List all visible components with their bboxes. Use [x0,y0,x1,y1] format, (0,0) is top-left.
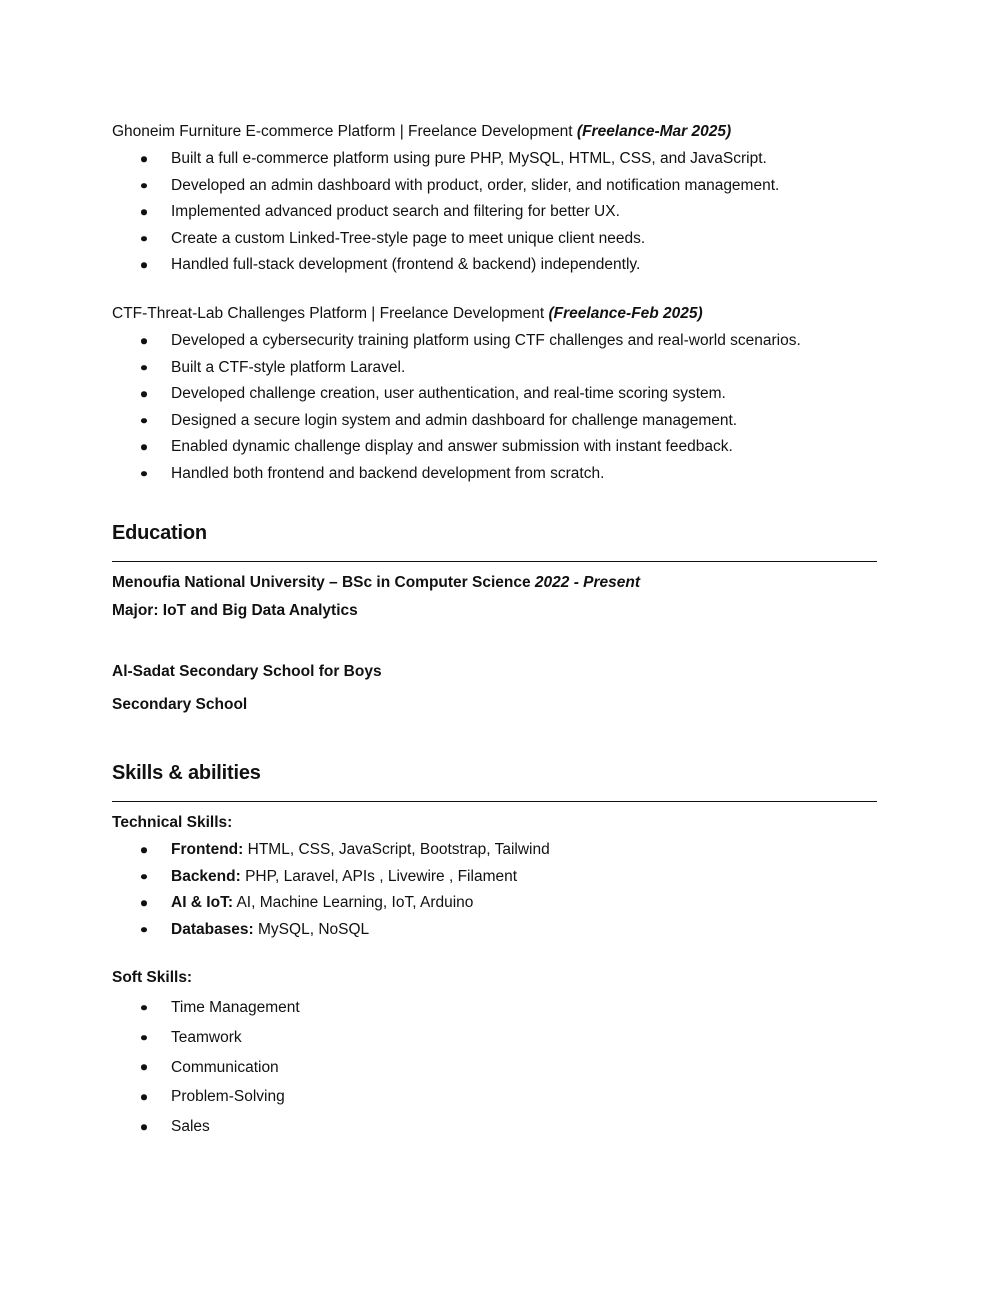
skill-values: PHP, Laravel, APIs , Livewire , Filament [240,867,518,885]
list-item: Designed a secure login system and admin dashboard for challenge management. [112,408,892,435]
school-level: Secondary School [112,696,248,713]
project-bullet-list [112,328,892,487]
list-item: Enabled dynamic challenge display and answer submission with instant feedback. [112,434,892,461]
skill-category: AI & IoT: [171,894,233,911]
list-item: Developed challenge creation, user authentication, and real-time scoring system. [112,381,892,408]
list-item: Developed a cybersecurity training platform using CTF challenges and real-world scenarios. [112,328,892,355]
soft-skills-list [112,993,892,1142]
school-name: Al-Sadat Secondary School for Boys [112,663,382,680]
technical-skills-label: Technical Skills: [112,814,233,831]
list-item: Built a CTF-style platform Laravel. [112,355,892,382]
list-item: Handled both frontend and backend development from scratch. [112,461,892,488]
education-years: 2022 - Present [534,574,641,591]
list-item: Time Management [112,993,892,1023]
skill-values: MySQL, NoSQL [253,920,370,938]
list-item [112,917,892,944]
section-divider [112,801,877,802]
list-item [112,837,892,864]
list-item: Sales [112,1112,892,1142]
project-date: (Freelance-Mar 2025) [576,123,732,140]
project-date: (Freelance-Feb 2025) [548,305,703,322]
technical-skills-list [112,837,892,943]
skill-values: HTML, CSS, JavaScript, Bootstrap, Tailwind [243,841,550,858]
section-heading-skills: Skills & abilities [112,762,261,784]
list-item [112,864,892,891]
list-item: Problem-Solving [112,1082,892,1112]
skill-values: AI, Machine Learning, IoT, Arduino [233,894,474,911]
skill-category: Backend: [171,867,241,885]
list-item: Implemented advanced product search and filtering for better UX. [112,199,892,226]
skill-category: Frontend: [171,841,244,858]
project-name: Ghoneim Furniture E-commerce Platform | Freelance Development [112,123,577,140]
list-item: Create a custom Linked-Tree-style page to meet unique client needs. [112,226,892,253]
skill-category: Databases: [171,920,254,938]
list-item [112,890,892,917]
project-bullet-list [112,146,892,279]
university-line [112,574,640,592]
soft-skills-label: Soft Skills: [112,969,193,986]
university-degree: Menoufia National University – BSc in Computer Science [112,574,535,591]
project-name: CTF-Threat-Lab Challenges Platform | Freelance Development [112,305,549,322]
project-title [112,123,731,141]
list-item: Communication [112,1053,892,1083]
section-divider [112,561,877,562]
project-title [112,305,703,323]
list-item: Teamwork [112,1023,892,1053]
education-major: Major: IoT and Big Data Analytics [112,602,358,619]
list-item: Built a full e-commerce platform using pure PHP, MySQL, HTML, CSS, and JavaScript. [112,146,892,173]
section-heading-education: Education [112,522,207,544]
list-item: Handled full-stack development (frontend & backend) independently. [112,252,892,279]
list-item: Developed an admin dashboard with product, order, slider, and notification management. [112,173,892,200]
